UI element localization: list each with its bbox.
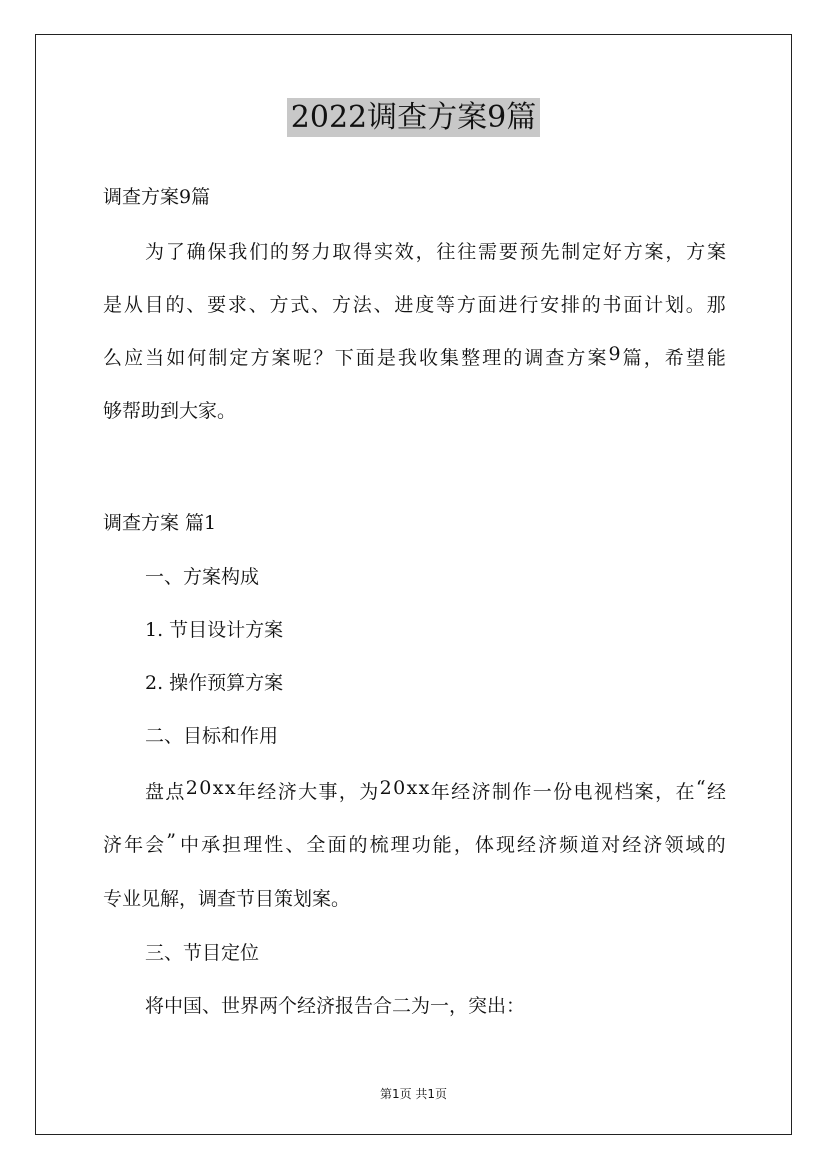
char: 济 [277,781,297,803]
char: 为 [359,781,379,803]
char: 档 [614,781,634,803]
char: 、 [186,294,206,316]
char: 能 [432,834,452,856]
char: 保 [207,241,227,263]
char: 我 [397,347,417,369]
char: 集 [440,347,460,369]
char: 得 [353,241,373,263]
char: x [224,777,236,799]
char: 应 [124,347,144,369]
item-3: 2. 操作预算方案 [145,672,284,694]
char: 担 [222,834,242,856]
char: 的 [348,834,368,856]
char: 会 [145,834,165,856]
char: 当 [145,347,165,369]
char: ， [415,241,435,263]
char: 呢 [292,347,312,369]
char: 案 [706,241,726,263]
char: 实 [373,241,393,263]
char: x [418,777,430,799]
intro-line-1 [145,237,726,264]
char: 整 [461,347,481,369]
char: 济 [538,834,558,856]
item-5: 三、节目定位 [145,942,260,964]
page-footer: 第1页 共1页 [379,1087,448,1101]
char: 盘 [145,781,165,803]
char: 往 [436,241,456,263]
char: 频 [559,834,579,856]
char: 承 [201,834,221,856]
char: 理 [243,834,263,856]
char: 定 [582,241,602,263]
char: 先 [540,241,560,263]
char: 从 [123,294,143,316]
char: 点 [165,781,185,803]
char: 的 [581,294,601,316]
char: 是 [376,347,396,369]
char: 案 [271,347,291,369]
char: 道 [580,834,600,856]
char: 我 [228,241,248,263]
char: 济 [643,834,663,856]
char: 体 [474,834,494,856]
char: 度 [415,294,435,316]
item-4: 二、目标和作用 [145,725,279,747]
char: 行 [519,294,539,316]
char: 理 [482,347,502,369]
char: 方 [250,347,270,369]
char: 力 [311,241,331,263]
char: 了 [165,241,185,263]
char: ， [453,834,473,856]
char: 希 [664,347,684,369]
char: 案 [587,347,607,369]
char: 调 [524,347,544,369]
char: 0 [199,777,212,799]
char: 中 [180,834,200,856]
char: 事 [318,781,338,803]
char: ” [166,830,176,852]
char: 领 [664,834,684,856]
char: 进 [394,294,414,316]
char: 经 [517,834,537,856]
char: 篇 [622,347,642,369]
char: 2 [185,777,198,799]
char: 的 [503,347,523,369]
char: 9 [608,343,621,365]
char: 好 [602,241,622,263]
char: 经 [622,834,642,856]
char: 是 [103,294,123,316]
para2-line-3: 专业见解，调查节目策划案。 [103,888,351,910]
char: 2 [379,777,392,799]
char: 求 [227,294,247,316]
char: 方 [686,241,706,263]
char: 性 [264,834,284,856]
char: 理 [390,834,410,856]
char: ， [338,781,358,803]
document-title: 2022调查方案9篇 [287,98,540,137]
char: 案 [644,241,664,263]
char: 们 [249,241,269,263]
char: 电 [573,781,593,803]
char: 预 [519,241,539,263]
char: 定 [229,347,249,369]
char: 进 [498,294,518,316]
char: 域 [685,834,705,856]
char: 全 [306,834,326,856]
char: ， [655,781,675,803]
char: 在 [675,781,695,803]
char: 的 [706,834,726,856]
char: 济 [471,781,491,803]
char: 梳 [369,834,389,856]
char: 等 [436,294,456,316]
char: 年 [430,781,450,803]
char: 划 [664,294,684,316]
subtitle: 调查方案9篇 [103,186,211,208]
char: 目 [144,294,164,316]
item-1: 一、方案构成 [145,566,260,588]
char: x [406,777,418,799]
char: 方 [623,241,643,263]
char: 经 [451,781,471,803]
char: 书 [602,294,622,316]
char: 案 [634,781,654,803]
char: 年 [124,834,144,856]
char: 确 [186,241,206,263]
char: 下 [334,347,354,369]
char: 的 [269,241,289,263]
char: 0 [393,777,406,799]
char: x [212,777,224,799]
char: 、 [248,294,268,316]
char: 收 [418,347,438,369]
char: 的 [165,294,185,316]
char: 。 [685,294,705,316]
char: 面 [477,294,497,316]
char: 大 [298,781,318,803]
char: “ [695,777,706,799]
char: 排 [560,294,580,316]
char: ， [665,241,685,263]
char: 要 [498,241,518,263]
char: 取 [332,241,352,263]
char: 式 [290,294,310,316]
char: 能 [706,347,726,369]
char: 份 [553,781,573,803]
char: 经 [257,781,277,803]
char: 效 [394,241,414,263]
char: 面 [355,347,375,369]
char: 面 [327,834,347,856]
char: 对 [601,834,621,856]
char: 经 [706,781,726,803]
char: 么 [103,347,123,369]
char: 安 [540,294,560,316]
char: 制 [208,347,228,369]
char: 如 [166,347,186,369]
char: 制 [561,241,581,263]
char: 年 [236,781,256,803]
intro-line-3 [103,343,726,370]
intro-line-2 [103,290,726,317]
char: ？ [313,347,333,369]
char: 那 [706,294,726,316]
char: 、 [373,294,393,316]
char: 一 [532,781,552,803]
item-2: 1. 节目设计方案 [145,619,284,641]
char: 方 [566,347,586,369]
section-heading: 调查方案 篇1 [103,512,217,534]
char: 需 [478,241,498,263]
char: 望 [685,347,705,369]
char: 计 [644,294,664,316]
char: 、 [285,834,305,856]
char: 视 [593,781,613,803]
char: 往 [457,241,477,263]
document-title-wrap [0,98,827,138]
char: 何 [187,347,207,369]
char: 努 [290,241,310,263]
char: 济 [103,834,123,856]
char: 面 [623,294,643,316]
char: 方 [456,294,476,316]
last-line: 将中国、世界两个经济报告合二为一，突出： [145,995,526,1017]
char: 方 [331,294,351,316]
char: 法 [352,294,372,316]
char: 功 [411,834,431,856]
char: 、 [311,294,331,316]
char: ， [643,347,663,369]
char: 查 [545,347,565,369]
char: 要 [207,294,227,316]
char: 制 [491,781,511,803]
intro-line-4: 够帮助到大家。 [103,400,237,422]
para2-line-1 [145,777,726,804]
char: 现 [495,834,515,856]
char: 作 [512,781,532,803]
char: 方 [269,294,289,316]
char: 为 [145,241,165,263]
para2-line-2 [103,830,726,857]
